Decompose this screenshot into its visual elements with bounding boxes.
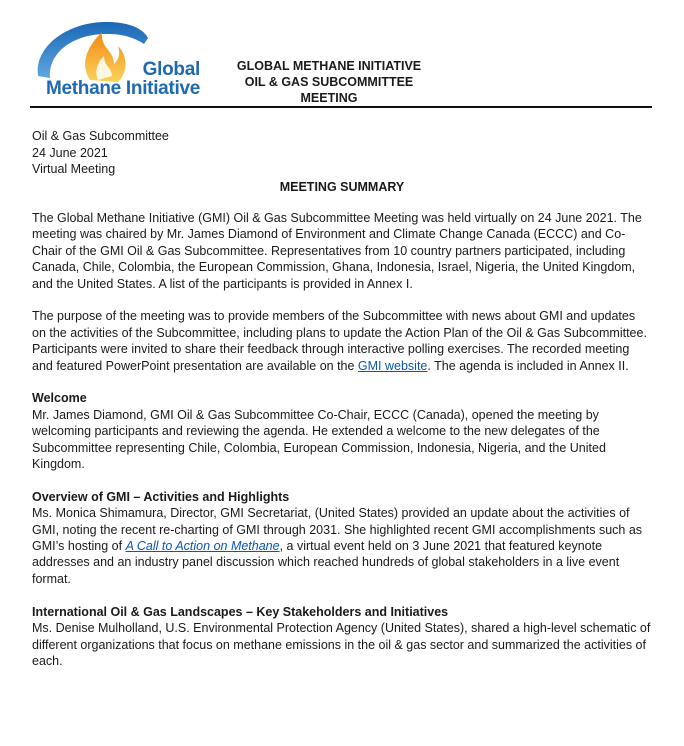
overview-text-after: , a virtual event held on 3 June 2021 that featured keynote addresses and an industry panel discussion which reached hundreds of global stakeholders in a live event format.	[32, 539, 620, 586]
welcome-text: Mr. James Diamond, GMI Oil & Gas Subcommittee Co-Chair, ECCC (Canada), opened the meeting by welcoming participants and reviewing the agenda. He extended a welcome to the new delegates of the Subcommittee representing Chile, Colombia, European Commission, Indonesia, Nigeria, and the United Kingdom.	[32, 407, 606, 472]
meta-subcommittee: Oil & Gas Subcommittee	[32, 129, 169, 143]
purpose-text-after: . The agenda is included in Annex II.	[427, 358, 629, 373]
header-line-1: GLOBAL METHANE INITIATIVE	[236, 59, 422, 73]
document-body	[32, 210, 652, 686]
overview-text-before: Ms. Monica Shimamura, Director, GMI Secretariat, (United States) provided an update about the activities of GMI, noting the recent re-charting of GMI through 2031. She highlighted recent GMI accomplishments such as GMI’s hosting of	[32, 506, 643, 554]
logo-line-1: Global	[142, 59, 200, 80]
call-to-action-link[interactable]: A Call to Action on Methane	[125, 539, 280, 554]
logo-wordmark	[30, 60, 200, 98]
logo-line-2: Methane Initiative	[45, 78, 200, 99]
purpose-text-before: The purpose of the meeting was to provide members of the Subcommittee with news about GMI and updates on the activities of the Subcommittee, including plans to update the Action Plan of the Oil & Gas Subcommittee. Participants were invited to share their feedback through interactive polling exercises. The recorded meeting and featured PowerPoint presentation are available on the	[32, 309, 647, 373]
summary-title: MEETING SUMMARY	[279, 180, 405, 194]
meeting-meta	[32, 128, 169, 178]
header-divider	[30, 106, 652, 108]
overview-section	[32, 489, 652, 587]
purpose-paragraph	[32, 308, 652, 374]
meta-date: 24 June 2021	[32, 145, 108, 160]
landscapes-text: Ms. Denise Mulholland, U.S. Environmental Protection Agency (United States), shared a high-level schematic of different organizations that focus on methane emissions in the oil & gas sector and summarized the activities of each.	[32, 621, 651, 668]
intro-paragraph: The Global Methane Initiative (GMI) Oil & Gas Subcommittee Meeting was held virtually on 24 June 2021. The meeting was chaired by Mr. James Diamond of Environment and Climate Change Canada (ECCC) and Co-Chair of the GMI Oil & Gas Subcommittee. Representatives from 10 country partners participated, including Canada, Chile, Colombia, the European Commission, Ghana, Indonesia, Israel, Nigeria, the United Kingdom, and the United States. A list of the participants is provided in Annex I.	[32, 211, 642, 291]
landscapes-heading: International Oil & Gas Landscapes – Key Stakeholders and Initiatives	[32, 604, 449, 619]
welcome-section	[32, 390, 652, 472]
overview-heading: Overview of GMI – Activities and Highlights	[32, 489, 290, 504]
header-line-2: OIL & GAS SUBCOMMITTEE	[244, 75, 414, 89]
landscapes-section	[32, 604, 652, 670]
header-line-3: MEETING	[300, 91, 358, 105]
header-title	[214, 58, 444, 106]
gmi-website-link[interactable]: GMI website	[357, 358, 428, 373]
welcome-heading: Welcome	[32, 391, 87, 406]
meta-format: Virtual Meeting	[32, 162, 116, 176]
